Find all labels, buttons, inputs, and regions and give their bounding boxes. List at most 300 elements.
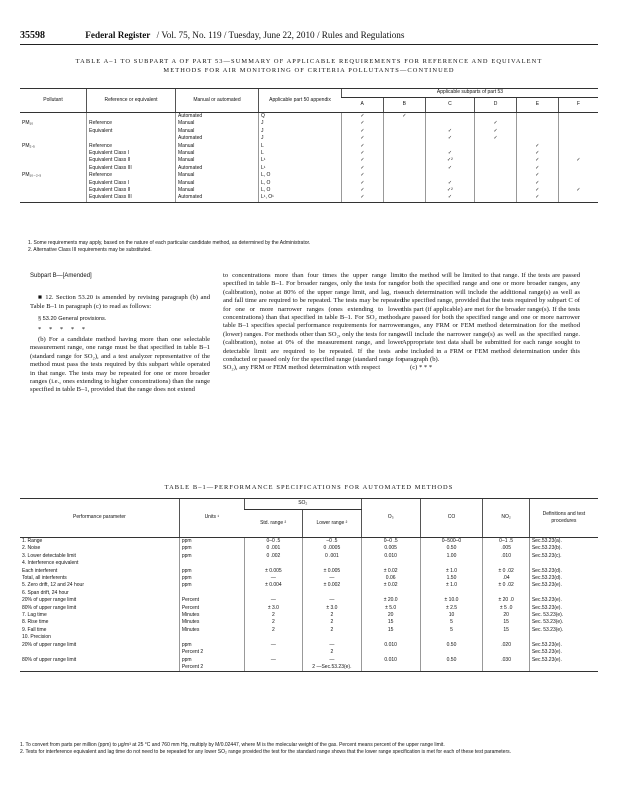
table-row bbox=[20, 642, 598, 649]
table-cell bbox=[383, 143, 425, 150]
body-column-1 bbox=[30, 272, 210, 395]
table-cell bbox=[558, 143, 598, 150]
table-row bbox=[20, 150, 598, 157]
table-cell bbox=[361, 664, 420, 672]
table-row bbox=[20, 187, 598, 194]
table-cell: L, O bbox=[259, 180, 342, 187]
table-cell: ± 1.0 bbox=[420, 568, 483, 575]
table-cell: 2 bbox=[244, 627, 302, 634]
table-cell: ppm bbox=[179, 553, 244, 560]
table-cell bbox=[483, 649, 529, 656]
table-row bbox=[20, 545, 598, 552]
table-cell: ± 10.0 bbox=[420, 597, 483, 604]
table-cell bbox=[420, 590, 483, 597]
table-cell bbox=[179, 560, 244, 567]
table-cell: ✓ bbox=[516, 157, 558, 164]
table-cell: ✓ bbox=[516, 143, 558, 150]
table-cell: ± 0 .02 bbox=[483, 582, 529, 589]
table-cell: ✓² bbox=[425, 157, 474, 164]
table-row bbox=[20, 634, 598, 641]
table-cell: ✓ bbox=[342, 194, 384, 202]
table-cell: ✓ bbox=[516, 165, 558, 172]
col-appendix: Applicable part 50 appendix bbox=[259, 89, 342, 113]
col-units: Units ¹ bbox=[179, 499, 244, 538]
table-cell bbox=[558, 135, 598, 142]
table-cell: ± 0.02 bbox=[361, 582, 420, 589]
table-cell: ✓ bbox=[342, 128, 384, 135]
table-row bbox=[20, 597, 598, 604]
table-cell: 0.06 bbox=[361, 575, 420, 582]
table-cell: Sec. 53.23(e). bbox=[529, 627, 598, 634]
table-cell: ppm bbox=[179, 582, 244, 589]
table-cell: Manual bbox=[176, 180, 259, 187]
table-cell: J bbox=[259, 135, 342, 142]
subpart-heading: Subpart B—[Amended] bbox=[30, 273, 92, 279]
table-cell: — bbox=[244, 597, 302, 604]
table-cell: Manual bbox=[176, 157, 259, 164]
table-cell bbox=[425, 120, 474, 127]
table-cell: J bbox=[259, 128, 342, 135]
table-cell bbox=[179, 590, 244, 597]
table-cell: Sec. 53.23(e). bbox=[529, 612, 598, 619]
table-cell: ✓ bbox=[383, 113, 425, 121]
table-cell: 1.50 bbox=[420, 575, 483, 582]
footnote: 2. Alternative Class III requirements may be substituted. bbox=[28, 247, 152, 254]
col-so2: SO₂ bbox=[244, 499, 361, 510]
table-cell: Sec.53.23(e). bbox=[529, 649, 598, 656]
table-cell bbox=[20, 150, 87, 157]
table-cell bbox=[529, 560, 598, 567]
table-cell bbox=[558, 165, 598, 172]
table-cell: 8. Rise time bbox=[22, 619, 49, 626]
table-cell bbox=[361, 649, 420, 656]
table-cell bbox=[383, 157, 425, 164]
table-cell: 2. Noise bbox=[22, 545, 41, 552]
table-cell: ± 1.0 bbox=[420, 582, 483, 589]
table-row bbox=[20, 657, 598, 664]
table-cell: Sec. 53.23(e). bbox=[529, 619, 598, 626]
page-header bbox=[20, 30, 598, 41]
table-cell: Minutes bbox=[179, 612, 244, 619]
table-cell: Manual bbox=[176, 143, 259, 150]
col-std-range: Std. range ² bbox=[244, 510, 302, 538]
table-cell: Percent 2 bbox=[179, 664, 244, 672]
table-row bbox=[20, 157, 598, 164]
table-cell: 0–500–0 bbox=[420, 538, 483, 546]
table-cell: ✓ bbox=[558, 187, 598, 194]
table-cell: .04 bbox=[483, 575, 529, 582]
table-cell: 0–1 .5 bbox=[483, 538, 529, 546]
table-cell: 5. Zero drift, 12 and 24 hour bbox=[22, 582, 84, 589]
table-cell: Sec.53.23(d). bbox=[529, 568, 598, 575]
header-rule bbox=[20, 44, 598, 45]
table-cell bbox=[383, 135, 425, 142]
table-cell: PM₂.₅ bbox=[22, 142, 35, 149]
table-cell: ✓ bbox=[342, 135, 384, 142]
table-cell: 0 .002 bbox=[244, 553, 302, 560]
table-cell: ✓ bbox=[425, 194, 474, 202]
table-cell bbox=[475, 113, 517, 121]
table-cell: ppm bbox=[179, 575, 244, 582]
table-cell bbox=[244, 634, 302, 641]
table-cell: 4. Interference equivalent bbox=[22, 560, 79, 567]
table-cell: 1.00 bbox=[420, 553, 483, 560]
col-a: A bbox=[342, 98, 384, 113]
table-cell bbox=[383, 128, 425, 135]
table-cell: Each interferent bbox=[22, 567, 58, 574]
table-b1-title: TABLE B–1—PERFORMANCE SPECIFICATIONS FOR AUTOMATED METHODS bbox=[164, 484, 454, 491]
table-cell: 5 bbox=[420, 619, 483, 626]
table-cell: ✓ bbox=[425, 180, 474, 187]
table-cell: ✓ bbox=[342, 113, 384, 121]
table-cell bbox=[87, 135, 176, 142]
table-cell bbox=[516, 128, 558, 135]
table-cell: 5 bbox=[420, 627, 483, 634]
table-cell bbox=[420, 649, 483, 656]
table-cell: ppm bbox=[179, 545, 244, 552]
table-cell: Equivalent Class I bbox=[87, 150, 176, 157]
table-cell: Automated bbox=[176, 194, 259, 202]
table-cell: Total, all interferents bbox=[22, 575, 67, 582]
table-cell: ✓ bbox=[342, 187, 384, 194]
table-cell: 15 bbox=[483, 619, 529, 626]
table-row bbox=[20, 605, 598, 612]
table-cell bbox=[483, 664, 529, 672]
table-cell: Equivalent Class II bbox=[87, 187, 176, 194]
table-cell: .010 bbox=[483, 553, 529, 560]
table-cell: 0.50 bbox=[420, 657, 483, 664]
table-cell: Reference bbox=[87, 120, 176, 127]
table-cell: ✓ bbox=[425, 128, 474, 135]
col-ref: Reference or equivalent bbox=[87, 89, 176, 113]
table-cell bbox=[383, 165, 425, 172]
table-cell bbox=[20, 135, 87, 142]
table-cell: Manual bbox=[176, 172, 259, 179]
table-cell bbox=[20, 664, 179, 672]
table-cell: 15 bbox=[361, 619, 420, 626]
table-cell: ✓ bbox=[342, 120, 384, 127]
col-co: CO bbox=[420, 499, 483, 538]
table-cell: ✓ bbox=[558, 157, 598, 164]
table-cell: ± 0.002 bbox=[303, 582, 362, 589]
table-cell: 2 bbox=[303, 619, 362, 626]
table-cell: L¹ bbox=[259, 165, 342, 172]
amendment-instruction: ■ 12. Section 53.20 is amended by revising paragraph (b) and Table B–1 in paragraph (c) to read as follows: bbox=[30, 294, 210, 310]
col-b: B bbox=[383, 98, 425, 113]
table-cell bbox=[20, 128, 87, 135]
table-a1 bbox=[20, 88, 598, 203]
table-cell bbox=[361, 634, 420, 641]
table-cell: 0.50 bbox=[420, 545, 483, 552]
table-cell: ✓ bbox=[342, 180, 384, 187]
table-cell: Sec.53.23(e). bbox=[529, 657, 598, 664]
table-cell: Sec.53.23(e). bbox=[529, 605, 598, 612]
table-cell bbox=[244, 590, 302, 597]
table-cell: — bbox=[244, 642, 302, 649]
page-number: 35598 bbox=[20, 30, 45, 41]
col-definitions: Definitions and test procedures bbox=[529, 499, 598, 538]
table-cell bbox=[483, 590, 529, 597]
table-cell: — bbox=[303, 642, 362, 649]
table-cell: 0–0 .5 bbox=[244, 538, 302, 546]
table-cell bbox=[244, 649, 302, 656]
table-cell bbox=[425, 172, 474, 179]
table-a1-title bbox=[20, 58, 598, 75]
paragraph-continued: to concentrations more than four times the upper range limit specified in table B–1. For broader ranges, only the tests for range (calibration), noise at 80% of the upper range limit, and lag, rise and fall time are required to be repeated. The tests may be repeated for one or more narrower ranges (ones extending to lower concentrations) than that specified in table B–1. For SO₂ methods, table B–1 specifies special performance requirements for narrower (lower) ranges. For methods other than SO₂, only the tests for range (calibration), noise at 0% of the measurement range, and lower detectable limit are required to be repeated. If the tests are conducted or passed only for the specified range (standard range for SO₂), any FRM or FEM method determination with respect bbox=[223, 272, 403, 372]
table-cell bbox=[529, 590, 598, 597]
table-cell bbox=[20, 157, 87, 164]
table-cell: ± 20 .0 bbox=[483, 597, 529, 604]
table-cell: ± 0 .02 bbox=[483, 568, 529, 575]
col-o3: O₃ bbox=[361, 499, 420, 538]
table-cell: ± 2.5 bbox=[420, 605, 483, 612]
table-cell: Manual bbox=[176, 150, 259, 157]
table-cell: 2 bbox=[303, 612, 362, 619]
table-cell bbox=[361, 590, 420, 597]
table-cell: 2 —Sec.53.23(e). bbox=[303, 664, 362, 672]
table-cell: Equivalent Class I bbox=[87, 180, 176, 187]
table-cell bbox=[244, 560, 302, 567]
table-cell bbox=[420, 560, 483, 567]
table-cell: PM₁₀ bbox=[22, 120, 34, 127]
table-cell bbox=[383, 194, 425, 202]
table-b1-footnotes bbox=[20, 742, 598, 757]
table-cell: Sec.53.23(a). bbox=[529, 538, 598, 546]
table-cell: Automated bbox=[176, 135, 259, 142]
table-cell: Manual bbox=[176, 187, 259, 194]
table-cell bbox=[20, 194, 87, 202]
table-cell: ppm bbox=[179, 568, 244, 575]
table-cell: — bbox=[303, 657, 362, 664]
table-cell: 9. Fall time bbox=[22, 626, 47, 633]
col-c: C bbox=[425, 98, 474, 113]
table-cell: 0.50 bbox=[420, 642, 483, 649]
table-a1-title-line1: TABLE A–1 TO SUBPART A OF PART 53—SUMMARY OF APPLICABLE REQUIREMENTS FOR REFERENCE AND EQUIVALENT bbox=[75, 58, 543, 65]
table-cell bbox=[475, 150, 517, 157]
table-row bbox=[20, 180, 598, 187]
table-row bbox=[20, 553, 598, 560]
table-cell: ± 20.0 bbox=[361, 597, 420, 604]
table-row bbox=[20, 619, 598, 626]
table-row bbox=[20, 538, 598, 546]
table-cell bbox=[20, 187, 87, 194]
table-cell: ± 0.004 bbox=[244, 582, 302, 589]
col-lower-range: Lower range ² bbox=[303, 510, 362, 538]
table-row bbox=[20, 568, 598, 575]
table-cell: 10 bbox=[420, 612, 483, 619]
table-cell: ppm bbox=[179, 642, 244, 649]
table-cell bbox=[383, 120, 425, 127]
table-cell: L, O bbox=[259, 187, 342, 194]
table-cell: 0–0 .5 bbox=[361, 538, 420, 546]
table-row bbox=[20, 590, 598, 597]
table-cell: Manual bbox=[176, 128, 259, 135]
table-row bbox=[20, 165, 598, 172]
table-cell: Sec.53.23(e). bbox=[529, 597, 598, 604]
table-cell bbox=[475, 180, 517, 187]
table-cell: Sec.53.23(e). bbox=[529, 642, 598, 649]
body-column-2 bbox=[223, 272, 403, 373]
table-cell: Reference bbox=[87, 172, 176, 179]
table-cell bbox=[383, 187, 425, 194]
table-cell: 15 bbox=[361, 627, 420, 634]
table-cell: Manual bbox=[176, 120, 259, 127]
table-cell: ✓ bbox=[516, 180, 558, 187]
table-cell: ± 3.0 bbox=[303, 605, 362, 612]
table-cell: Equivalent bbox=[87, 128, 176, 135]
paragraph-c: (c) * * * bbox=[410, 364, 433, 372]
footnote: 1. To convert from parts per million (ppm) to μg/m³ at 25 °C and 760 mm Hg, multiply by M/0.02447, where M is the molecular weight of the gas. Percent means percent of the upper range limit. bbox=[20, 742, 445, 748]
table-cell bbox=[558, 150, 598, 157]
table-row bbox=[20, 612, 598, 619]
table-cell: 7. Lag time bbox=[22, 612, 47, 619]
table-cell: ✓ bbox=[516, 150, 558, 157]
table-cell bbox=[475, 187, 517, 194]
table-cell: ✓ bbox=[342, 165, 384, 172]
table-row bbox=[20, 143, 598, 150]
table-cell: ppm bbox=[179, 538, 244, 546]
table-row bbox=[20, 627, 598, 634]
table-cell bbox=[475, 165, 517, 172]
table-cell bbox=[20, 180, 87, 187]
col-d: D bbox=[475, 98, 517, 113]
table-cell: Percent bbox=[179, 597, 244, 604]
table-cell: L, O bbox=[259, 172, 342, 179]
table-cell: Sec.53.23(e). bbox=[529, 582, 598, 589]
table-cell: ✓ bbox=[342, 150, 384, 157]
table-cell: 0 .001 bbox=[244, 545, 302, 552]
col-e: E bbox=[516, 98, 558, 113]
table-cell: 2 bbox=[244, 612, 302, 619]
table-row bbox=[20, 582, 598, 589]
table-cell: .020 bbox=[483, 642, 529, 649]
table-cell: L bbox=[259, 150, 342, 157]
table-a1-footnotes bbox=[28, 240, 310, 255]
table-cell: ppm bbox=[179, 657, 244, 664]
ellipsis-stars: * * * * * bbox=[38, 325, 89, 333]
table-cell: Reference bbox=[87, 143, 176, 150]
table-cell: ± 5.0 bbox=[361, 605, 420, 612]
col-f: F bbox=[558, 98, 598, 113]
table-cell: 0.005 bbox=[361, 545, 420, 552]
table-row bbox=[20, 128, 598, 135]
table-cell: PM₁₀₋₂.₅ bbox=[22, 172, 42, 179]
table-cell bbox=[20, 649, 179, 656]
table-cell: Equivalent Class III bbox=[87, 165, 176, 172]
table-cell: 2 bbox=[303, 627, 362, 634]
table-cell: 20 bbox=[361, 612, 420, 619]
table-cell: ± 0.005 bbox=[303, 568, 362, 575]
table-cell: 0.010 bbox=[361, 657, 420, 664]
table-row bbox=[20, 575, 598, 582]
table-cell: J bbox=[259, 120, 342, 127]
paragraph-continued-2: to the method will be limited to that range. If the tests are passed for both the specified range and one or more broader ranges, any such determination will include the additional range(s) as well as the specified range, provided that the tests required by subpart C of this part (if applicable) are met for the broader range(s). If the tests are passed for both the specified range and one or more narrower ranges, any FRM or FEM method determination for the method will include the narrower range(s) as well as the specified range. Appropriate test data shall be submitted for each range sought to be included in a FRM or FEM method determination under this paragraph (b). bbox=[402, 272, 580, 364]
table-cell: ± 0.005 bbox=[244, 568, 302, 575]
table-row bbox=[20, 135, 598, 142]
table-cell: Percent bbox=[179, 605, 244, 612]
table-cell: — bbox=[244, 575, 302, 582]
table-row bbox=[20, 120, 598, 127]
table-cell: 2 bbox=[244, 619, 302, 626]
table-cell: 10. Precision bbox=[22, 634, 51, 641]
table-cell: ✓² bbox=[425, 187, 474, 194]
section-heading: § 53.20 General provisions. bbox=[38, 316, 107, 323]
table-b1 bbox=[20, 498, 598, 672]
table-cell: 0 .001 bbox=[303, 553, 362, 560]
table-cell bbox=[420, 664, 483, 672]
table-cell: ✓ bbox=[425, 135, 474, 142]
table-cell bbox=[303, 634, 362, 641]
table-cell: .005 bbox=[483, 545, 529, 552]
table-cell: ✓ bbox=[342, 157, 384, 164]
table-cell: Automated bbox=[176, 165, 259, 172]
table-cell bbox=[558, 128, 598, 135]
table-cell: 6. Span drift, 24 hour bbox=[22, 589, 69, 596]
body-column-3 bbox=[402, 272, 580, 373]
table-cell bbox=[558, 180, 598, 187]
table-cell: Equivalent Class II bbox=[87, 157, 176, 164]
table-cell bbox=[425, 113, 474, 121]
table-cell: ✓ bbox=[475, 135, 517, 142]
table-cell: 0.010 bbox=[361, 642, 420, 649]
table-cell bbox=[20, 165, 87, 172]
issue-details: / Vol. 75, No. 119 / Tuesday, June 22, 2010 / Rules and Regulations bbox=[156, 30, 405, 40]
table-cell bbox=[475, 157, 517, 164]
paragraph-b: (b) For a candidate method having more than one selectable measurement range, one range must be that specified in table B–1 (standard range for SO₂), and a test analyzer representative of the method must pass the tests required by this subpart while operated in that range. The tests may be repeated for one or more broader ranges (i.e., ones extending to higher concentrations) than the range specified in table B–1, provided that the range does not extend bbox=[30, 336, 210, 394]
table-cell bbox=[558, 113, 598, 121]
table-cell: L bbox=[259, 143, 342, 150]
table-row bbox=[20, 560, 598, 567]
table-row bbox=[20, 649, 598, 656]
footnote: 2. Tests for interference equivalent and lag time do not need to be repeated for any lower SO₂ range provided the test for the standard range shows that the lower range specification is met for each of these test parameters. bbox=[20, 749, 512, 756]
table-cell: 20 bbox=[483, 612, 529, 619]
table-cell bbox=[558, 194, 598, 202]
table-cell: ± 5 .0 bbox=[483, 605, 529, 612]
table-cell bbox=[87, 113, 176, 121]
col-pollutant: Pollutant bbox=[20, 89, 87, 113]
table-cell bbox=[475, 143, 517, 150]
table-cell: ✓ bbox=[516, 187, 558, 194]
table-cell bbox=[516, 120, 558, 127]
col-subparts: Applicable subparts of part 53 bbox=[342, 89, 599, 98]
table-cell bbox=[483, 560, 529, 567]
table-cell: Sec.53.23(c). bbox=[529, 553, 598, 560]
table-cell bbox=[420, 634, 483, 641]
table-b1-body bbox=[20, 538, 598, 672]
table-cell: 0.010 bbox=[361, 553, 420, 560]
table-cell: .030 bbox=[483, 657, 529, 664]
table-a1-body bbox=[20, 113, 598, 203]
table-cell: — bbox=[303, 597, 362, 604]
table-cell bbox=[529, 664, 598, 672]
table-cell bbox=[303, 560, 362, 567]
table-cell bbox=[179, 634, 244, 641]
table-cell: 1. Range bbox=[22, 538, 43, 544]
table-cell bbox=[529, 634, 598, 641]
table-row bbox=[20, 172, 598, 179]
table-cell: L¹, O¹ bbox=[259, 194, 342, 202]
table-cell: 2 bbox=[303, 649, 362, 656]
table-cell bbox=[361, 560, 420, 567]
table-cell: Minutes bbox=[179, 619, 244, 626]
table-cell: ✓ bbox=[475, 128, 517, 135]
footnote: 1. Some requirements may apply, based on the nature of each particular candidate method, as determined by the Administrator. bbox=[28, 240, 311, 246]
table-cell: ✓ bbox=[516, 172, 558, 179]
table-cell bbox=[383, 150, 425, 157]
table-cell bbox=[483, 634, 529, 641]
table-cell: Q bbox=[259, 113, 342, 121]
table-cell: ✓ bbox=[342, 143, 384, 150]
